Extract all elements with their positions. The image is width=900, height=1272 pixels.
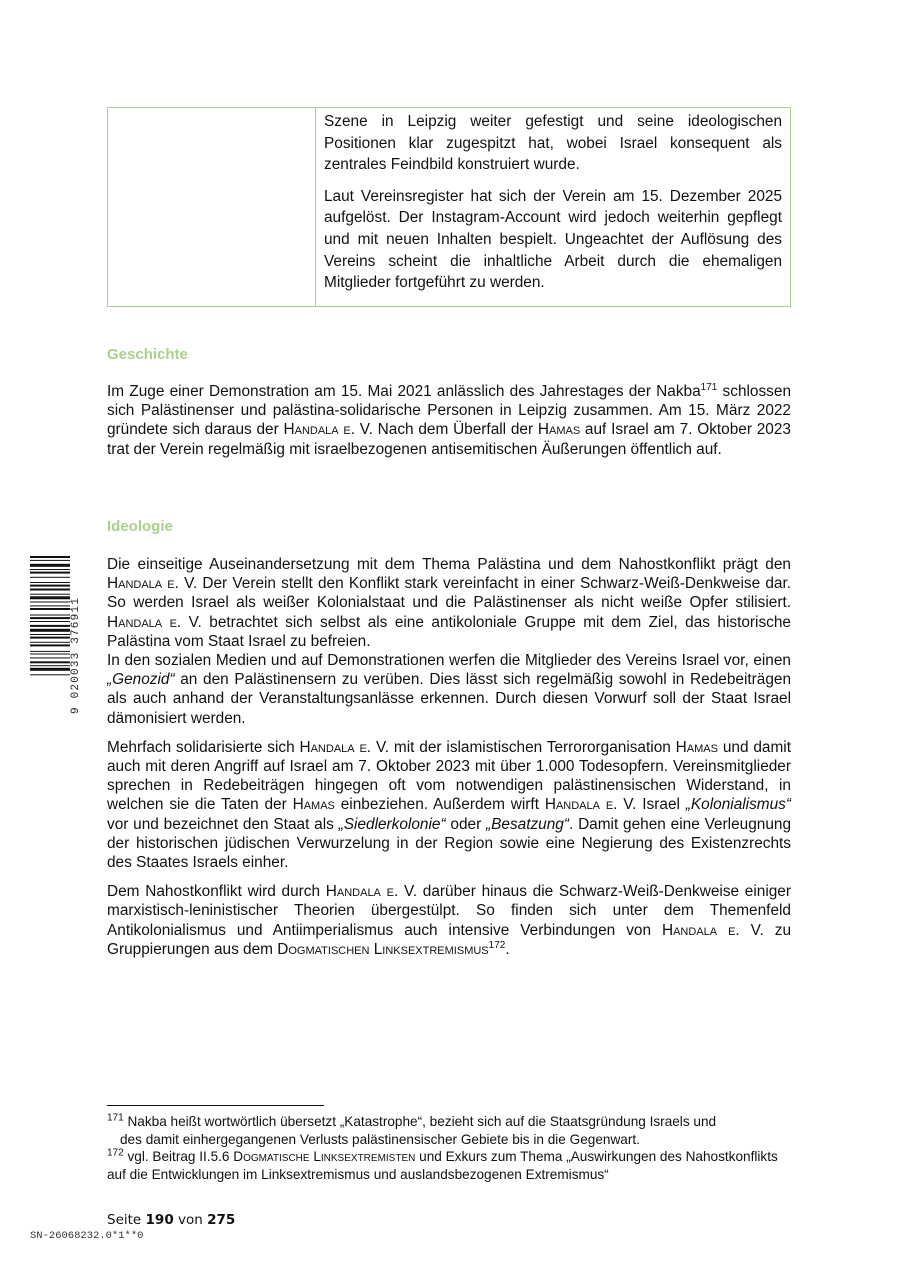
- barcode-image: [30, 556, 72, 714]
- footnote-172: $^{172}$ vgl. Beitrag II.5.6 Dogmatische Linksextremisten und Exkurs zum Thema „Auswirkungen des Nahostkonflikts auf die Entwicklungen im Linksextremismus und auslandsbezogenen Extremismus“: [107, 1147, 778, 1182]
- ideologie-body: [107, 555, 791, 969]
- footnotes: [107, 1113, 797, 1183]
- heading-ideologie: Ideologie: [107, 518, 173, 535]
- footnote-separator: [107, 1105, 324, 1106]
- geschichte-paragraph: Im Zuge einer Demonstration am 15. Mai 2021 anlässlich des Jahrestages der Nakba$^{171}$ schlossen sich Palästinenser und palästina-solidarische Personen in Leipzig zusammen. Am 15. März 2022 gründete sich daraus der Handala e. V. Nach dem Überfall der Hamas auf Israel am 7. Oktober 2023 trat der Verein regelmäßig mit israelbezogenen antisemitischen Äußerungen öffentlich auf.: [107, 381, 791, 458]
- document-id: SN-26068232.0*1**0: [30, 1230, 144, 1242]
- ideologie-paragraph-1: Die einseitige Auseinandersetzung mit dem Thema Palästina und dem Nahostkonflikt prägt den Handala e. V. Der Verein stellt den Konflikt stark vereinfacht in einer Schwarz-Weiß-Denkweise dar. So werden Israel als weißer Kolonialstaat und die Palästinenser als nicht weiße Opfer stilisiert. Handala e. V. betrachtet sich selbst als eine antikoloniale Gruppe mit dem Ziel, das historische Palästina vom Staat Israel zu befreien.: [107, 556, 791, 650]
- page-number: Seite 190 von 275: [107, 1212, 236, 1228]
- table-paragraph-2: Laut Vereinsregister hat sich der Verein am 15. Dezember 2025 aufgelöst. Der Instagram-Account wird jedoch weiterhin gepflegt und mit neuen Inhalten bespielt. Ungeachtet der Auflösung des Vereins scheint die inhaltliche Arbeit durch die ehemaligen Mitglieder fortgeführt zu werden.: [324, 187, 782, 292]
- footnote-ref-171[interactable]: 171: [700, 381, 718, 393]
- footnote-ref-172[interactable]: 172: [488, 939, 506, 951]
- ideologie-paragraph-3: Mehrfach solidarisierte sich Handala e. V. mit der islamistischen Terrororganisation Hamas und damit auch mit deren Angriff auf Israel am 7. Oktober 2023 mit über 1.000 Todesopfern. Vereinsmitglieder sprechen in Redebeiträgen hingegen oft vom notwendigen palästinensischen Widerstand, in welchen sie die Taten der Hamas einbeziehen. Außerdem wirft Handala e. V. Israel „Kolonialismus“ vor und bezeichnet den Staat als „Siedlerkolonie“ oder „Besatzung“. Damit gehen eine Verleugnung der historischen jüdischen Verwurzelung in der Region sowie eine Negierung des Existenzrechts des Staates Israels einher.: [107, 738, 792, 872]
- footnote-171: $^{171}$ Nakba heißt wortwörtlich übersetzt „Katastrophe“, bezieht sich auf die Staatsgründung Israels und des damit einhergegangenen Verlusts palästinensischer Gebiete bis in die Gegenwart.: [107, 1112, 717, 1147]
- ideologie-paragraph-4: Dem Nahostkonflikt wird durch Handala e. V. darüber hinaus die Schwarz-Weiß-Denkweise einiger marxistisch-leninistischer Theorien übergestülpt. So finden sich unter dem Themenfeld Antikolonialismus und Antiimperialismus auch intensive Verbindungen von Handala e. V. zu Gruppierungen aus dem Dogmatischen Linksextremismus$^{172}$.: [107, 883, 792, 958]
- table-right-cell: [316, 108, 790, 306]
- continuation-table: [107, 107, 791, 307]
- heading-geschichte: Geschichte: [107, 346, 188, 363]
- table-paragraph-1: Szene in Leipzig weiter gefestigt und seine ideologischen Positionen klar zugespitzt hat, wobei Israel konsequent als zentrales Feindbild konstruiert wurde.: [324, 113, 782, 174]
- table-left-cell: [108, 108, 316, 306]
- geschichte-body: [107, 382, 791, 469]
- barcode-digits: 9 020033 376911: [70, 596, 82, 714]
- ideologie-paragraph-2: In den sozialen Medien und auf Demonstrationen werfen die Mitglieder des Vereins Israel vor, einen „Genozid“ an den Palästinensern zu verüben. Dies lässt sich regelmäßig sowohl in Redebeiträgen als auch anhand der Veranstaltungsanlässe erkennen. Durch diesen Vorwurf soll der Staat Israel dämonisiert werden.: [107, 652, 791, 727]
